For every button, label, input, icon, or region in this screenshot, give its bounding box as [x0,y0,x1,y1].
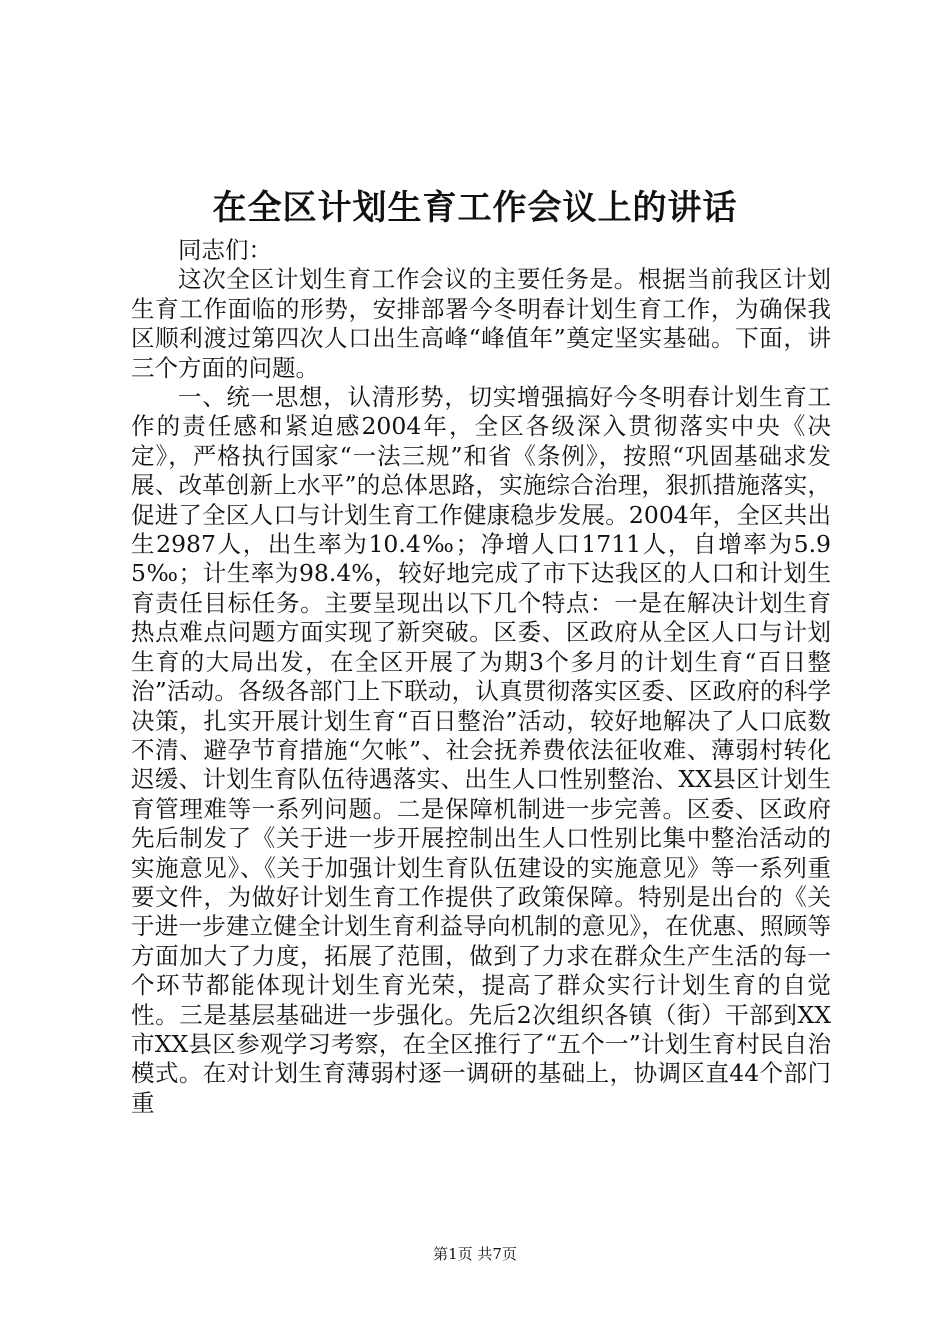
salutation-paragraph: 同志们： [178,236,272,264]
document-body [131,236,831,1118]
section-one-paragraph: 一、统一思想，认清形势，切实增强搞好今冬明春计划生育工作的责任感和紧迫感2004年，全区各级深入贯彻落实中央《决定》，严格执行国家“一法三规”和省《条例》，按照“巩固基础求发展、改革创新上水平”的总体思路，实施综合治理，狠抓措施落实，促进了全区人口与计划生育工作健康稳步发展。2004年，全区共出生2987人，出生率为10.4‰；净增人口1711人，自增率为5.95‰；计生率为98.4%，较好地完成了市下达我区的人口和计划生育责任目标任务。主要呈现出以下几个特点：一是在解决计划生育热点难点问题方面实现了新突破。区委、区政府从全区人口与计划生育的大局出发，在全区开展了为期3个多月的计划生育“百日整治”活动。各级各部门上下联动，认真贯彻落实区委、区政府的科学决策，扎实开展计划生育“百日整治”活动，较好地解决了人口底数不清、避孕节育措施“欠帐”、社会抚养费依法征收难、薄弱村转化迟缓、计划生育队伍待遇落实、出生人口性别整治、XX县区计划生育管理难等一系列问题。二是保障机制进一步完善。区委、区政府先后制发了《关于进一步开展控制出生人口性别比集中整治活动的实施意见》、《关于加强计划生育队伍建设的实施意见》等一系列重要文件，为做好计划生育工作提供了政策保障。特别是出台的《关于进一步建立健全计划生育利益导向机制的意见》，在优惠、照顾等方面加大了力度，拓展了范围，做到了力求在群众生产生活的每一个环节都能体现计划生育光荣，提高了群众实行计划生育的自觉性。三是基层基础进一步强化。先后2次组织各镇（街）干部到XX市XX县区参观学习考察，在全区推行了“五个一”计划生育村民自治模式。在对计划生育薄弱村逐一调研的基础上，协调区直44个部门重 [131,383,831,1117]
intro-paragraph: 这次全区计划生育工作会议的主要任务是。根据当前我区计划生育工作面临的形势，安排部署今冬明春计划生育工作，为确保我区顺利渡过第四次人口出生高峰“峰值年”奠定坚实基础。下面，讲三个方面的问题。 [131,265,831,382]
page-number-footer: 第1页 共7页 [433,1245,517,1263]
document-title: 在全区计划生育工作会议上的讲话 [212,188,738,228]
